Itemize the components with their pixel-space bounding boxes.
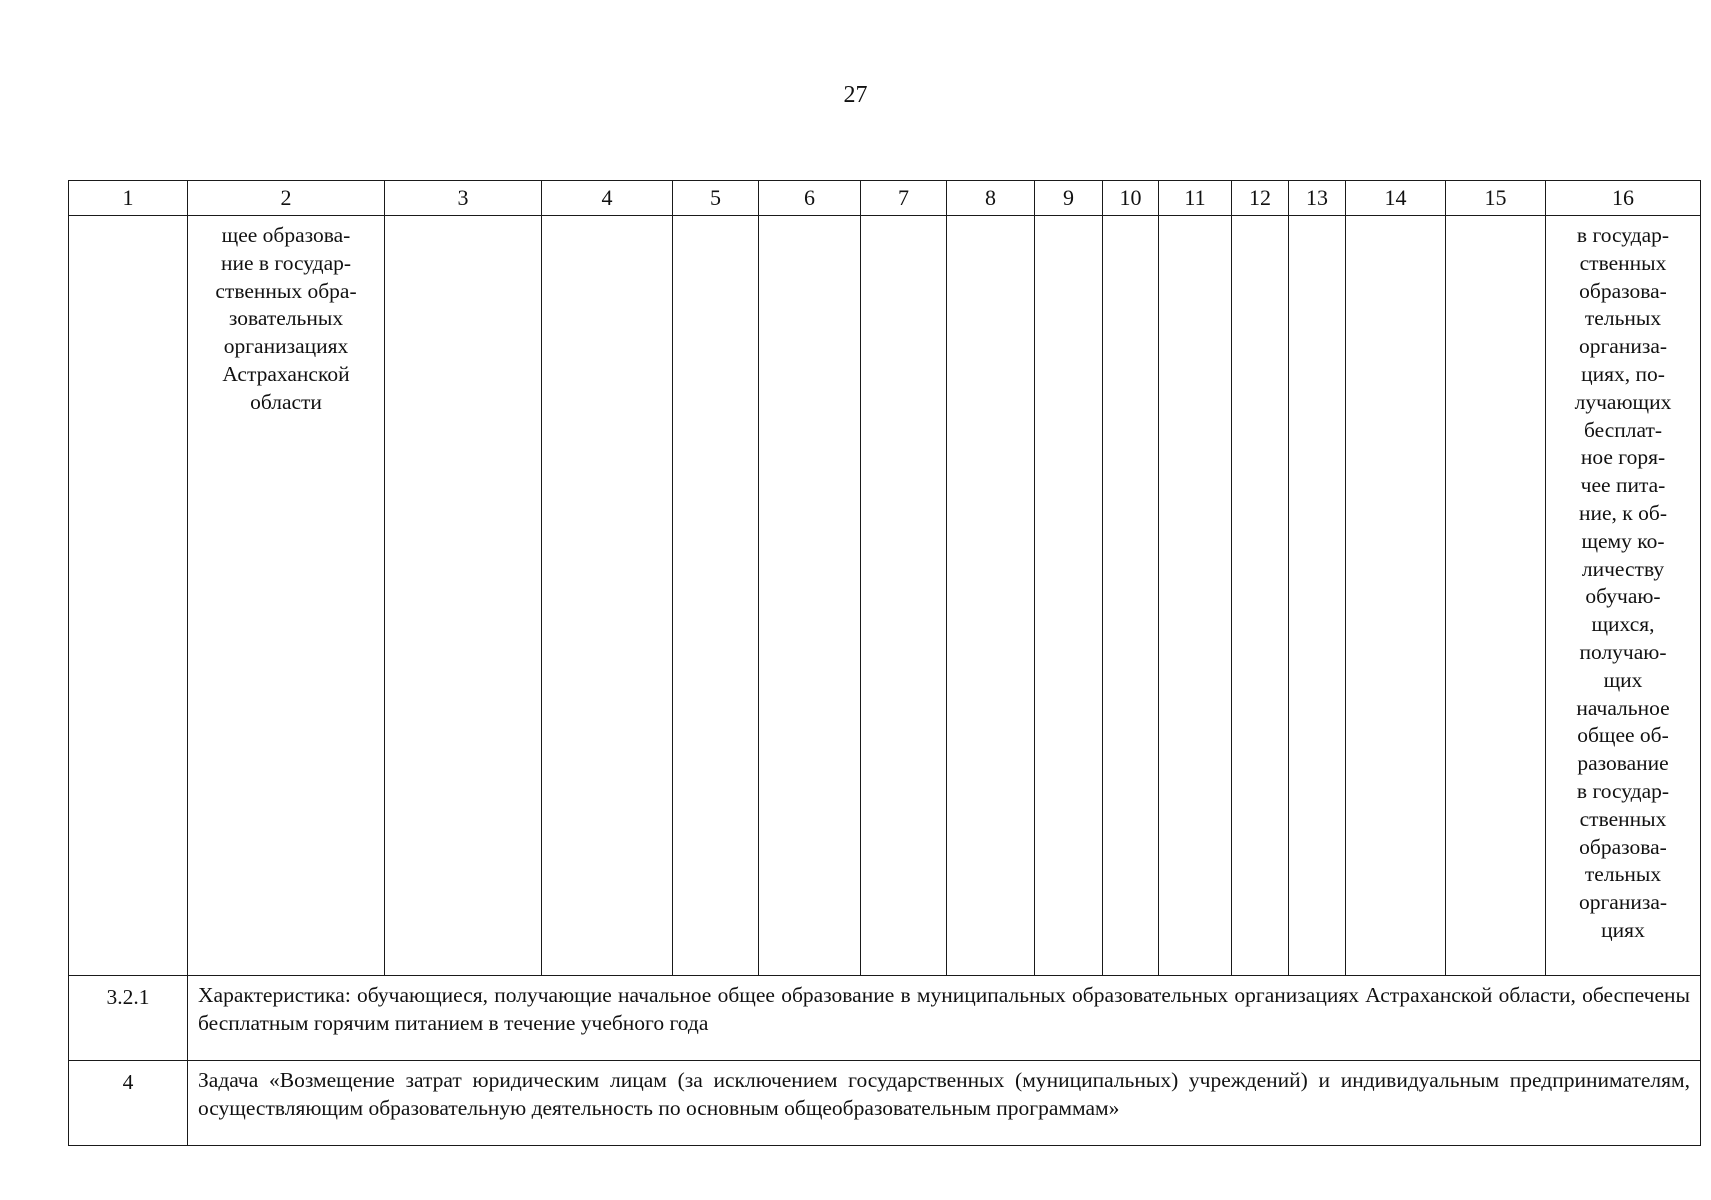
column-number: 9 bbox=[1035, 181, 1103, 216]
row-number: 3.2.1 bbox=[69, 976, 188, 1061]
table-cell bbox=[1289, 216, 1346, 976]
table-cell bbox=[673, 216, 759, 976]
indicator-name-text: щее образова- ние в государ- ственных обра- зовательных организациях Астраханской области bbox=[215, 223, 357, 414]
column-number: 11 bbox=[1159, 181, 1232, 216]
table-cell bbox=[1159, 216, 1232, 976]
row-description: Задача «Возмещение затрат юридическим лицам (за исключением государственных (муниципальных) учреждений) и индивидуальным предпринимателям, осуществляющим образовательную деятельность по основным общеобразовательным программам» bbox=[188, 1061, 1701, 1146]
continuation-row bbox=[69, 216, 1701, 976]
column-number: 15 bbox=[1446, 181, 1546, 216]
column-number: 5 bbox=[673, 181, 759, 216]
table-cell bbox=[1103, 216, 1159, 976]
column-number: 12 bbox=[1232, 181, 1289, 216]
column-number: 10 bbox=[1103, 181, 1159, 216]
column-number: 2 bbox=[188, 181, 385, 216]
table-cell bbox=[69, 216, 188, 976]
page-number: 27 bbox=[843, 82, 868, 108]
column-number: 1 bbox=[69, 181, 188, 216]
column-number: 7 bbox=[861, 181, 947, 216]
table-cell bbox=[1232, 216, 1289, 976]
column-number: 4 bbox=[542, 181, 673, 216]
table-row bbox=[69, 1061, 1701, 1146]
row-description: Характеристика: обучающиеся, получающие начальное общее образование в муниципальных образовательных организациях Астраханской области, обеспечены бесплатным горячим питанием в течение учебного года bbox=[188, 976, 1701, 1061]
table-cell bbox=[1035, 216, 1103, 976]
table-cell bbox=[861, 216, 947, 976]
column-number: 14 bbox=[1346, 181, 1446, 216]
indicator-table bbox=[68, 180, 1701, 1146]
table-cell bbox=[385, 216, 542, 976]
column-number-row bbox=[69, 181, 1701, 216]
table-cell bbox=[759, 216, 861, 976]
row-number: 4 bbox=[69, 1061, 188, 1146]
column-number: 13 bbox=[1289, 181, 1346, 216]
calculation-method-text: в государ- ственных образова- тельных организа- циях, по- лучающих бесплат- ное горя- чее пита- ние, к об- щему ко- личеству обучаю- щихся, получаю- щих начальное общее об- разование в государ- ственных образова- тельных организа- циях bbox=[1574, 223, 1672, 942]
table-cell bbox=[1446, 216, 1546, 976]
calculation-method-cell bbox=[1546, 216, 1701, 976]
table-cell bbox=[947, 216, 1035, 976]
column-number: 6 bbox=[759, 181, 861, 216]
table-cell bbox=[1346, 216, 1446, 976]
table-cell bbox=[542, 216, 673, 976]
column-number: 3 bbox=[385, 181, 542, 216]
indicator-name-cell bbox=[188, 216, 385, 976]
column-number: 8 bbox=[947, 181, 1035, 216]
column-number: 16 bbox=[1546, 181, 1701, 216]
table-row bbox=[69, 976, 1701, 1061]
